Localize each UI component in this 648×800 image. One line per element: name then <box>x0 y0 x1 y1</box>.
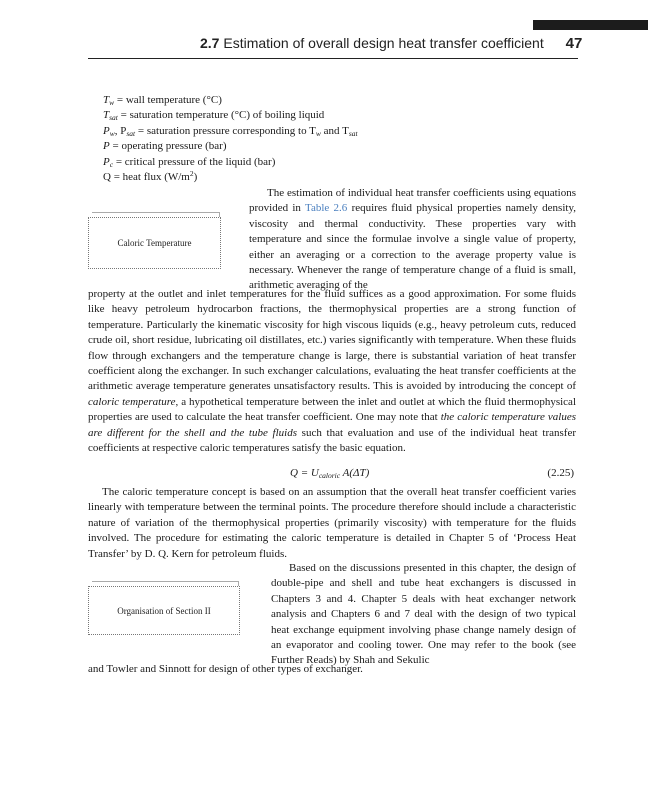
header-bar <box>533 20 648 30</box>
sidebar-organisation <box>88 586 240 635</box>
table-2-6-link[interactable]: Table 2.6 <box>305 202 348 215</box>
paragraph-organisation-cont: and Towler and Sinnott for design of other types of exchanger. <box>88 663 363 675</box>
sidebar-label: Organisation of Section II <box>117 605 211 616</box>
equation-2-25 <box>88 467 576 483</box>
nomenclature-item: $P_w$, $P_{sat}$ = saturation pressure corresponding to $T_w$ and $T_{sat}$ <box>103 124 358 138</box>
nomenclature-item: Q = heat flux $(W/m^2)$ <box>103 169 198 184</box>
nomenclature-list <box>103 93 503 185</box>
nomenclature-item: $T_w$ = wall temperature (°C) <box>103 94 222 107</box>
nomenclature-item: $P_c$ = critical pressure of the liquid (bar) <box>103 155 276 169</box>
equation-number: (2.25) <box>547 467 574 479</box>
sidebar-caloric-temperature <box>88 217 221 269</box>
section-title: Estimation of overall design heat transfer coefficient <box>223 35 544 51</box>
page-number: 47 <box>565 35 583 52</box>
paragraph-caloric-concept: The caloric temperature concept is based on an assumption that the overall heat transfer coefficient varies linearly with temperature between the terminal points. The procedure therefore should include a characteristic nature of variation of the thermophysical properties (primarily viscosity) with temperature for the fluids involved. The procedure for estimating the caloric temperature is detailed in Chapter 5 of ‘Process Heat Transfer’ by D. Q. Kern for petroleum fluids. <box>88 486 576 560</box>
nomenclature-item: $T_{sat}$ = saturation temperature (°C) of boiling liquid <box>103 109 325 123</box>
equation-expression: $Q = U_{caloric}$ A(ΔT) <box>290 467 370 480</box>
header-rule <box>88 58 578 59</box>
running-head <box>200 35 583 52</box>
emphasis-text: the caloric temperature values are different for the shell and the tube fluids <box>88 411 576 439</box>
paragraph-caloric-body: property at the outlet and inlet temperatures for the fluid suffices as a good approximation. For some fluids like heavy petroleum hydrocarbon fractions, the thermophysical properties are a strong function of temperature. Particularly the kinematic viscosity for high viscous liquids (e.g., heavy petroleum cuts, reduced crude oil, short residue, lubricating oil distillates, etc.) varies significantly with temperature. When these fluids flow through exchangers and the temperature change is large, there is substantial variation of heat transfer coefficient along the exchanger. In such exchanger calculations, evaluating the heat transfer coefficients at the arithmetic average temperature generates unsatisfactory results. This is avoided by introducing the concept of caloric temperature, a hypothetical temperature between the inlet and outlet at which the fluid thermophysical properties are used to calculate the heat transfer coefficient. One may note that the caloric temperature values are different for the shell and the tube fluids such that evaluation and use of the individual heat transfer coefficients at respective caloric temperatures satisfy the basic equation. <box>88 288 577 455</box>
nomenclature-item: P = operating pressure (bar) <box>103 140 227 153</box>
section-number: 2.7 <box>200 35 220 51</box>
caloric-temperature-term: caloric temperature <box>88 395 176 408</box>
paragraph-organisation: Based on the discussions presented in this chapter, the design of double-pipe and shell and tube heat exchangers is discussed in Chapters 3 and 4. Chapter 5 deals with heat exchanger network analysis and Chapters 6 and 7 deal with the design of two typical heat exchange equipment involving phase change namely design of an evaporator and cooling tower. One may refer to the book (see Further Reads) by Shah and Sekulic <box>271 562 576 667</box>
paragraph-caloric-intro: The estimation of individual heat transfer coefficients using equations provided in Table 2.6 requires fluid physical properties namely density, viscosity and thermal conductivity. These properties vary with temperature and since the formulae involve a single value of property, either an averaging or a correction to the average property value is necessary. Whenever the range of temperature change of a fluid is small, arithmetic averaging of the <box>249 187 576 292</box>
sidebar-label: Caloric Temperature <box>117 238 192 248</box>
